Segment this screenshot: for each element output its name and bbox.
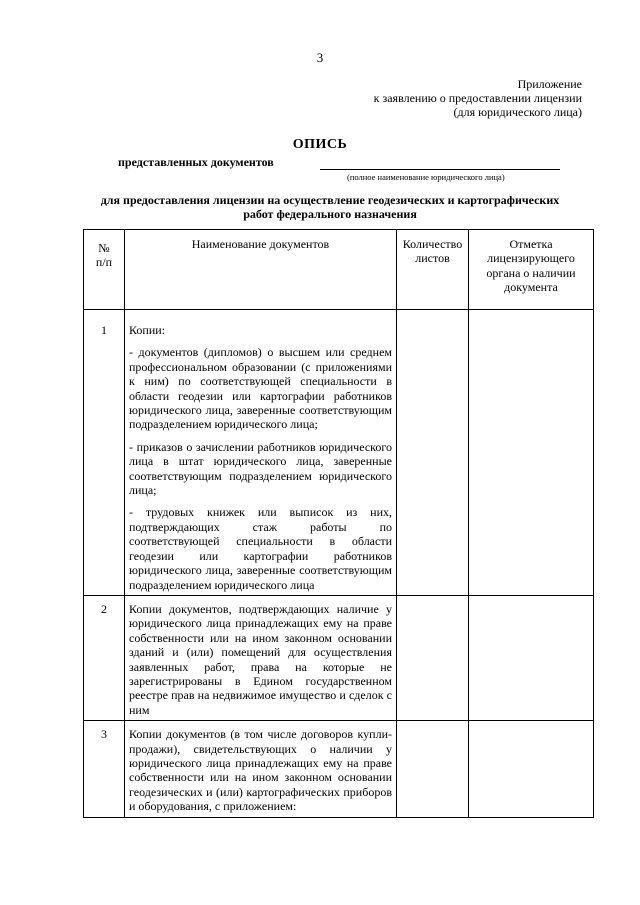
row-paragraph: Копии: — [129, 323, 166, 337]
row-authority-mark — [469, 721, 594, 817]
row-sheet-count — [397, 721, 469, 817]
row-authority-mark — [469, 595, 594, 720]
inventory-table — [83, 229, 594, 818]
fill-in-line — [320, 169, 560, 170]
appendix-line: к заявлению о предоставлении лицензии — [373, 91, 582, 105]
header-sheet-count: Количество листов — [397, 230, 469, 310]
document-title: ОПИСЬ — [292, 137, 348, 152]
purpose-heading — [70, 193, 590, 221]
appendix-note — [374, 77, 582, 119]
row-paragraph: Копии документов (в том числе договоров купли-продажи), свидетельствующих о наличии у юридического лица принадлежащих ему на праве собственности или на ином законном основании геодезических и (или) картографических приборов и оборудования, с приложением: — [129, 727, 392, 814]
row-paragraph: Копии документов, подтверждающих наличие у юридического лица принадлежащих ему на праве собственности или на ином законном основании зданий и (или) помещений для осуществления заявленных работ, права на которые не зарегистрированы в Едином государственном реестре прав на недвижимое имущество и сделок с ним — [129, 601, 392, 717]
header-document-name: Наименование документов — [125, 230, 397, 310]
row-sheet-count — [397, 595, 469, 720]
row-number: 1 — [84, 316, 125, 595]
header-number: № п/п — [84, 230, 125, 310]
appendix-line: Приложение — [517, 77, 582, 91]
appendix-line: (для юридического лица) — [453, 105, 582, 119]
table-header-row — [84, 230, 594, 310]
row-paragraph: - трудовых книжек или выписок из них, подтверждающих стаж работы по соответствующей специальности в области геодезии или картографии работников юридического лица, заверенные соответствующим подразделением юридического лица — [129, 505, 392, 592]
purpose-line: работ федерального назначения — [243, 207, 417, 221]
fill-in-hint: (полное наименование юридического лица) — [347, 172, 505, 182]
submitted-label: представленных документов — [118, 155, 274, 169]
row-document-text — [125, 595, 397, 720]
row-number: 3 — [84, 721, 125, 817]
table-row — [84, 595, 594, 720]
row-authority-mark — [469, 316, 594, 595]
header-authority-mark: Отметка лицензирующего органа о наличии документа — [469, 230, 594, 310]
row-paragraph: - документов (дипломов) о высшем или среднем профессиональном образовании (с приложениями к ним) по соответствующей специальности в области геодезии или картографии работников юридического лица, заверенные соответствующим подразделением юридического лица; — [129, 345, 392, 432]
row-paragraph: - приказов о зачислении работников юридического лица в штат юридического лица, заверенные соответствующим подразделением юридического лица; — [129, 439, 392, 498]
table-row — [84, 721, 594, 817]
row-document-text — [125, 316, 397, 595]
table-row — [84, 316, 594, 595]
row-sheet-count — [397, 316, 469, 595]
row-number: 2 — [84, 595, 125, 720]
page-number: 3 — [316, 50, 324, 65]
purpose-line: для предоставления лицензии на осуществление геодезических и картографических — [100, 193, 560, 207]
row-document-text — [125, 721, 397, 817]
